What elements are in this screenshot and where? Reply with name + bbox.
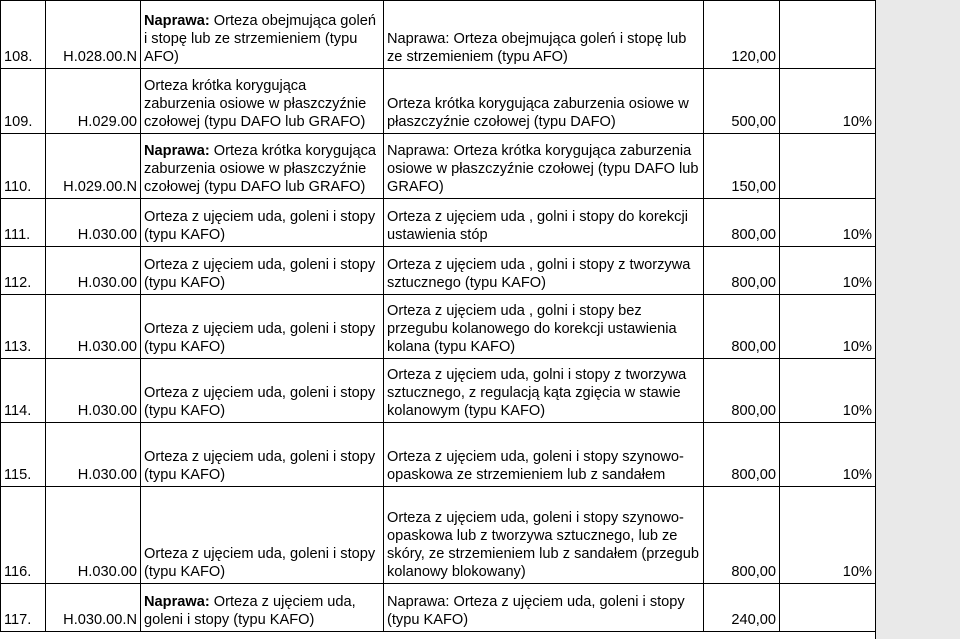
row-number: 117. [1,584,46,632]
product-code: H.029.00 [46,69,141,134]
product-description: Orteza z ujęciem uda, goleni i stopy szynowo-opaskowa ze strzemieniem lub z sandałem [384,423,704,487]
product-name-text: Orteza z ujęciem uda, goleni i stopy (typu KAFO) [144,594,356,628]
product-name-text: Orteza z ujęciem uda, goleni i stopy (typu KAFO) [144,209,376,243]
product-name [141,295,384,359]
product-name [141,199,384,247]
product-name [141,487,384,584]
product-description: Naprawa: Orteza krótka korygująca zaburzenia osiowe w płaszczyźnie czołowej (typu DAFO lub GRAFO) [384,134,704,199]
table-row[interactable] [1,423,876,487]
product-name-text: Orteza krótka korygująca zaburzenia osiowe w płaszczyźnie czołowej (typu DAFO lub GRAFO) [144,143,376,195]
product-code: H.029.00.N [46,134,141,199]
row-number: 111. [1,199,46,247]
price: 120,00 [704,1,780,69]
product-name-text: Orteza krótka korygująca zaburzenia osiowe w płaszczyźnie czołowej (typu DAFO lub GRAFO) [144,78,367,130]
price: 800,00 [704,487,780,584]
percent: 10% [780,247,876,295]
percent: 10% [780,295,876,359]
table-row[interactable] [1,69,876,134]
product-name [141,69,384,134]
price: 500,00 [704,69,780,134]
product-name [141,1,384,69]
table-row[interactable] [1,247,876,295]
price: 800,00 [704,295,780,359]
product-name-text: Orteza z ujęciem uda, goleni i stopy (typu KAFO) [144,546,376,580]
percent [780,584,876,632]
product-code: H.028.00.N [46,1,141,69]
row-number: 115. [1,423,46,487]
price: 800,00 [704,359,780,423]
row-number: 112. [1,247,46,295]
product-description: Orteza z ujęciem uda , golni i stopy bez przegubu kolanowego do korekcji ustawienia kolana (typu KAFO) [384,295,704,359]
price: 800,00 [704,199,780,247]
repair-prefix: Naprawa: [144,13,210,29]
table-row[interactable] [1,359,876,423]
table-row[interactable] [1,295,876,359]
product-name [141,134,384,199]
product-name [141,584,384,632]
table-row[interactable] [1,584,876,632]
row-number: 110. [1,134,46,199]
price: 150,00 [704,134,780,199]
product-name-text: Orteza z ujęciem uda, goleni i stopy (typu KAFO) [144,385,376,419]
product-description: Naprawa: Orteza obejmująca goleń i stopę lub ze strzemieniem (typu AFO) [384,1,704,69]
percent [780,134,876,199]
product-code: H.030.00 [46,487,141,584]
row-number: 108. [1,1,46,69]
product-description: Orteza z ujęciem uda, goleni i stopy szynowo-opaskowa lub z tworzywa sztucznego, lub ze skóry, ze strzemieniem lub z sandałem (przegub kolanowy blokowany) [384,487,704,584]
repair-prefix: Naprawa: [144,143,210,159]
price: 800,00 [704,423,780,487]
repair-prefix: Naprawa: [144,594,210,610]
product-code: H.030.00 [46,247,141,295]
product-description: Naprawa: Orteza z ujęciem uda, goleni i stopy (typu KAFO) [384,584,704,632]
product-code: H.030.00.N [46,584,141,632]
product-description: Orteza z ujęciem uda , golni i stopy do korekcji ustawienia stóp [384,199,704,247]
product-code: H.030.00 [46,423,141,487]
product-code: H.030.00 [46,199,141,247]
price: 800,00 [704,247,780,295]
row-number: 113. [1,295,46,359]
product-name-text: Orteza z ujęciem uda, goleni i stopy (typu KAFO) [144,449,376,483]
percent: 10% [780,487,876,584]
percent [780,1,876,69]
product-description: Orteza krótka korygująca zaburzenia osiowe w płaszczyźnie czołowej (typu DAFO) [384,69,704,134]
table-row[interactable] [1,134,876,199]
percent: 10% [780,69,876,134]
product-name-text: Orteza z ujęciem uda, goleni i stopy (typu KAFO) [144,257,376,291]
row-number: 114. [1,359,46,423]
table-row[interactable] [1,1,876,69]
row-number: 109. [1,69,46,134]
product-name [141,359,384,423]
product-name-text: Orteza obejmująca goleń i stopę lub ze strzemieniem (typu AFO) [144,13,377,65]
product-description: Orteza z ujęciem uda, golni i stopy z tworzywa sztucznego, z regulacją kąta zgięcia w stawie kolanowym (typu KAFO) [384,359,704,423]
grey-column-background [876,0,960,639]
percent: 10% [780,359,876,423]
row-number: 116. [1,487,46,584]
product-code: H.030.00 [46,295,141,359]
percent: 10% [780,423,876,487]
product-name-text: Orteza z ujęciem uda, goleni i stopy (typu KAFO) [144,321,376,355]
product-name [141,247,384,295]
table-row[interactable] [1,487,876,584]
product-description: Orteza z ujęciem uda , golni i stopy z tworzywa sztucznego (typu KAFO) [384,247,704,295]
product-code: H.030.00 [46,359,141,423]
product-name [141,423,384,487]
price: 240,00 [704,584,780,632]
table-row[interactable] [1,199,876,247]
percent: 10% [780,199,876,247]
